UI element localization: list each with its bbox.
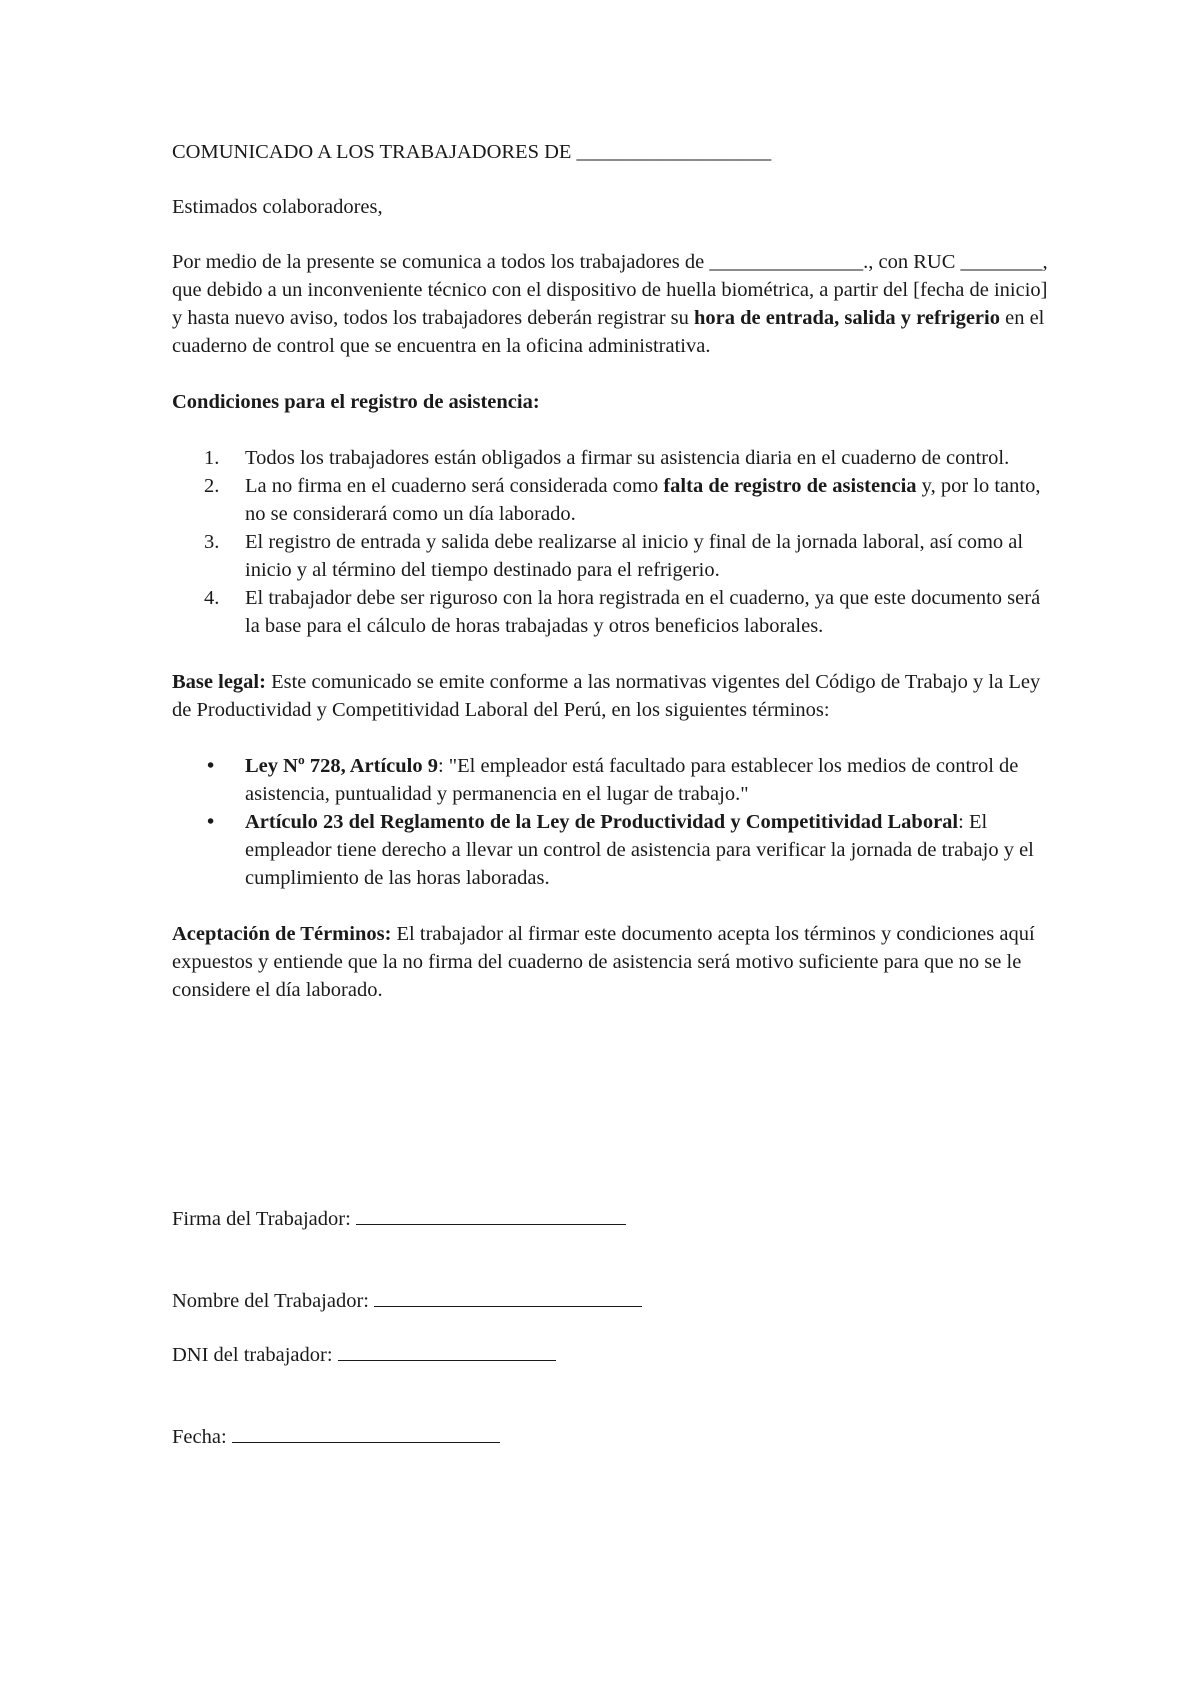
list-number: 4. bbox=[204, 587, 220, 609]
acceptance-text: El trabajador al firmar este documento acepta los términos y condiciones aquí expuestos y entiende que la no firma del cuaderno de asistencia será motivo suficiente para que no se le considere el día laborado. bbox=[172, 923, 1035, 1001]
acceptance-paragraph bbox=[172, 920, 1052, 1004]
document-page bbox=[172, 138, 1052, 1448]
list-item bbox=[172, 444, 1052, 472]
list-number: 2. bbox=[204, 475, 220, 497]
signature-label: Firma del Trabajador: bbox=[172, 1208, 351, 1230]
name-field bbox=[172, 1286, 642, 1315]
conditions-list bbox=[172, 444, 1052, 640]
legal-item-text: : El empleador tiene derecho a llevar un control de asistencia para verificar la jornada de trabajo y el cumplimiento de las horas laboradas. bbox=[245, 811, 1034, 889]
bullet-icon: • bbox=[207, 755, 215, 777]
list-item bbox=[172, 584, 1052, 640]
name-label: Nombre del Trabajador: bbox=[172, 1290, 369, 1312]
legal-basis-paragraph bbox=[172, 668, 1052, 724]
legal-item-text: : "El empleador está facultado para establecer los medios de control de asistencia, puntualidad y permanencia en el lugar de trabajo." bbox=[245, 755, 1019, 805]
signature-field bbox=[172, 1204, 626, 1233]
list-item bbox=[172, 752, 1052, 808]
legal-items-list bbox=[172, 752, 1052, 892]
document-title bbox=[172, 138, 1052, 166]
signature-line[interactable] bbox=[356, 1204, 626, 1225]
bullet-icon: • bbox=[207, 811, 215, 833]
list-item bbox=[172, 528, 1052, 584]
intro-text-part1: Por medio de la presente se comunica a todos los trabajadores de _______________., con RUC ________, que debido a un inconveniente técnico con el dispositivo de huella biométrica, a partir del [fecha de inicio] y hasta nuevo aviso, todos los trabajadores deberán registrar su bbox=[172, 251, 1048, 329]
dni-field bbox=[172, 1340, 556, 1369]
document-title-text: COMUNICADO A LOS TRABAJADORES DE ___________________ bbox=[172, 141, 772, 163]
list-number: 3. bbox=[204, 531, 220, 553]
list-item-text: El trabajador debe ser riguroso con la hora registrada en el cuaderno, ya que este documento será la base para el cálculo de horas trabajadas y otros beneficios laborales. bbox=[245, 587, 1041, 637]
dni-label: DNI del trabajador: bbox=[172, 1344, 333, 1366]
date-label: Fecha: bbox=[172, 1426, 227, 1448]
legal-item-bold: Ley Nº 728, Artículo 9 bbox=[245, 755, 438, 777]
name-line[interactable] bbox=[374, 1286, 642, 1307]
greeting: Estimados colaboradores, bbox=[172, 196, 383, 218]
intro-bold: hora de entrada, salida y refrigerio bbox=[694, 307, 1000, 329]
intro-paragraph bbox=[172, 248, 1052, 360]
list-item-bold: falta de registro de asistencia bbox=[663, 475, 917, 497]
date-field bbox=[172, 1422, 500, 1451]
conditions-title bbox=[172, 388, 1052, 416]
conditions-title-text: Condiciones para el registro de asistencia: bbox=[172, 391, 540, 413]
list-item-text: El registro de entrada y salida debe realizarse al inicio y final de la jornada laboral, así como al inicio y al término del tiempo destinado para el refrigerio. bbox=[245, 531, 1024, 581]
legal-basis-text: Este comunicado se emite conforme a las normativas vigentes del Código de Trabajo y la Ley de Productividad y Competitividad Laboral del Perú, en los siguientes términos: bbox=[172, 671, 1041, 721]
legal-item-bold: Artículo 23 del Reglamento de la Ley de Productividad y Competitividad Laboral bbox=[245, 811, 959, 833]
list-number: 1. bbox=[204, 447, 220, 469]
intro-text-part2: en el cuaderno de control que se encuentra en la oficina administrativa. bbox=[172, 307, 1045, 357]
list-item-text: Todos los trabajadores están obligados a firmar su asistencia diaria en el cuaderno de control. bbox=[245, 447, 1010, 469]
list-item bbox=[172, 472, 1052, 528]
dni-line[interactable] bbox=[338, 1340, 556, 1361]
legal-basis-label: Base legal: bbox=[172, 671, 266, 693]
list-item-text-post: y, por lo tanto, no se considerará como un día laborado. bbox=[245, 475, 1041, 525]
list-item bbox=[172, 808, 1052, 892]
acceptance-label: Aceptación de Términos: bbox=[172, 923, 392, 945]
list-item-text-pre: La no firma en el cuaderno será considerada como bbox=[245, 475, 664, 497]
date-line[interactable] bbox=[232, 1422, 500, 1443]
